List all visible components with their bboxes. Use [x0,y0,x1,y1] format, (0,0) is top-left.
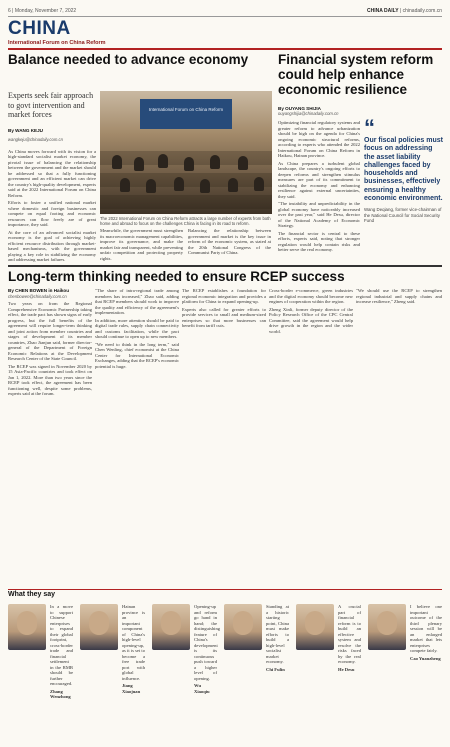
masthead [8,6,442,15]
pull-quote [364,115,444,223]
avatar [8,604,46,650]
voice-photo [152,604,192,650]
paragraph: Two years on from the Regional Comprehensive Economic Partnership taking effect, the trade pact has shown signs of early progress, but the full benefits of the agreement will require longer-term thinking and joint action from member countries and stages of development of its member countries, Zhao Jianjun said, former director-general of the Department of Foreign Economic Relations at the Development Research Center of the State Council. [8,301,92,361]
article1-byline-email[interactable]: wangkeju@chinadaily.com.cn [8,137,63,142]
audience-person [174,177,184,191]
article2-headline[interactable]: Financial system reform could help enhance economic resilience [278,52,434,97]
voice-quote [338,604,361,742]
paragraph: At the core of an advanced socialist market economy is the goal of achieving highly efficient resource distribution through market-based mechanisms, with the government playing a key role in stabilizing the economy and addressing market failures. [8,229,96,262]
paragraph: Meanwhile, the government must strengthen its macroeconomic management capabilities, improve its governance, and make the market fair and transparent, while preventing unfair competition and protecting property rights. [100,228,183,261]
avatar [152,604,190,650]
section-subtitle: International Forum on China Reform [8,40,106,46]
quote-mark-icon: “ [364,115,375,140]
paragraph: Zheng Xinli, former deputy director of the Policy Research Office of the CPC Central Committee, said the agreement would help drive growth in the region and the wider world. [269,306,353,334]
page-number: 6 [8,7,11,14]
article3-byline-author: By CHEN BOWEN [8,288,48,293]
stage-screen [140,99,232,129]
article1-deck [8,91,96,265]
article1-byline [8,126,96,145]
voice-quote-text: A crucial part of financial reform is to build an effective system and resolve the risks faced by the real economy. [338,604,361,664]
voice-quote [194,604,221,742]
publication-name: CHINA DAILY [366,7,399,14]
voice-photo [296,604,336,650]
audience-person [120,178,130,192]
paragraph: Balancing the relationship between government and market is the key issue in reform of the economic system, as stated at the 20th National Congress of the Communist Party of China. [188,228,271,255]
audience-person [238,156,248,170]
section-rule [8,48,442,50]
paragraph: In addition, more attention should be paid to digital trade rules, supply chain connectivity and customs facilitation, while the pact should continue to open up to new members. [95,317,179,339]
pull-quote-text: Our fiscal policies must focus on addressing the asset liability challenges faced by households and businesses, effectively ensuring a healthy economic environment. [364,137,443,203]
voice-quote [410,604,442,742]
pull-quote-attribution: Wang Deqiang, former vice-chairman of the National Council for Social Security Fund [364,207,442,223]
stage-screen-text: International Forum on China Reform [148,107,224,112]
audience-person [184,157,194,171]
audience-person [112,155,122,169]
audience-person [210,155,220,169]
paragraph: "We need to think in the long term," said Chen Wenling, chief economist at the China Center for International Economic Exchanges, adding that the RCEP's economic potential is huge. [95,341,179,369]
article2-body-col1 [278,120,360,262]
avatar [296,604,334,650]
voice-quote-text: Standing at a historic starting point, China must make efforts to build a high-level socialist market economy. [266,604,289,664]
issue-date: Monday, November 7, 2022 [14,7,77,14]
voice-name: He Desu [338,666,355,672]
forum-photo [100,91,272,214]
paragraph: As China prepares a turbulent global landscape, the country's ongoing efforts to deepen reforms and strengthen stimulus measures are part of its commitment to stabilizing the economy and enhancing resilience against external uncertainties, they said. [278,160,360,199]
voice-name: Jiang Xiaojuan [122,683,141,694]
voice-photo [224,604,264,650]
section-title: CHINA [8,18,71,39]
voice-photo [368,604,408,650]
top-rule [8,16,442,17]
paragraph: "The share of intra-regional trade among members has increased," Zhao said, adding that RCEP members should work to improve the quality and efficiency of the agreement's implementation. [95,288,179,315]
article1-body-col3 [188,228,271,262]
paragraph: As China moves forward with its vision for a high-standard socialist market economy, the pivotal issue of balancing the relationship between the government and the market should be addressed so that a fully functioning government and an efficient market can drive the country's high-quality development, experts said at the 2022 International Forum on China Reform. [8,148,96,198]
audience-person [134,157,144,171]
article1-headline[interactable]: Balance needed to advance economy [8,52,249,67]
photo-caption: The 2022 International Forum on China Reform attracts a large number of experts from both home and abroad to focus on the challenges China is facing in its road to reform. [100,216,271,226]
article3-body-col1 [8,288,92,584]
article1-byline-name: By WANG KEJU [8,127,43,133]
voice-quote-text: In a move to support Chinese enterprises to expand their global footprint, cross-border trade and financial settlement in the RMB should be further encouraged. [50,604,73,686]
audience-row [100,195,272,209]
paragraph: Cross-border e-commerce, green industries and the digital economy should become new engines of cooperation within the region. [269,288,353,304]
voice-quote-text: I believe one important outcome of the third plenary session will be an enlarged market that lets enterprises compete fairly. [410,604,442,653]
voice-name: Cao Yuanzheng [410,655,441,661]
article2-byline [278,106,360,116]
avatar [80,604,118,650]
article1-deck-text: Experts seek fair approach to govt intervention and market forces [8,91,94,119]
audience-person [158,154,168,168]
audience-person [254,177,264,191]
paragraph: Experts also called for greater efforts to provide services to small and medium-sized enterprises so that more businesses can benefit from tariff cuts. [182,306,266,328]
paragraph: Efforts to foster a unified national market where domestic and foreign businesses can compete on equal footing and economic resources can flow freely are of great importance, they said. [8,200,96,227]
voice-quote [50,604,73,742]
brand-block: CHINA DAILY | chinadaily.com.cn [366,7,442,14]
audience-person [228,178,238,192]
voice-quote [122,604,145,742]
avatar [224,604,262,650]
article1-body-col2 [100,228,183,262]
article3-body-col2 [95,288,179,584]
article3-byline-place: in Haikou [48,288,70,293]
website-tag[interactable]: chinadaily.com.cn [402,7,442,14]
article3-body-col3 [182,288,266,584]
article2-byline-email[interactable]: ouyangshijia@chinadaily.com.cn [278,111,339,116]
article3-byline-email[interactable]: chenbowen@chinadaily.com.cn [8,293,67,299]
paragraph: "We should use the RCEP to strengthen regional industrial and supply chains and increase resilience," Zheng said. [356,288,442,304]
article1-body-col1 [8,149,96,263]
article2-byline-name: By OUYANG SHIJIA [278,106,321,111]
voice-quote-text: Opening-up and reform go hand in hand; the distinguishing feature of China's development is its continuous push toward a higher level of opening. [194,604,221,681]
article-divider [8,265,442,267]
audience-person [200,179,210,193]
page-info: 6 | Monday, November 7, 2022 [8,7,77,14]
paragraph: The financial sector is central to these efforts, experts said, noting that stronger regulation would help contain risks and better serve the real economy. [278,230,360,252]
paragraph: Optimizing financial regulatory systems and greater reform to advance urbanization should be high on the agenda for China's ongoing economic structural reforms, according to experts who attended the 2022 International Forum on China Reform in Haikou, Hainan province. [278,120,360,158]
audience-person [146,179,156,193]
voice-name: Chi Fulin [266,666,285,672]
article3-headline[interactable]: Long-term thinking needed to ensure RCEP success [8,269,345,284]
paragraph: The RCEP establishes a foundation for regional economic integration and provides a platform for China to expand opening-up. [182,288,266,304]
paragraph: "The instability and unpredictability in the global economy have noticeably increased over the past year," said He Desu, director of the National Academy of Economic Strategy. [278,201,360,228]
voice-name: Wu Xiaoqiu [194,683,210,694]
voice-quote [266,604,289,742]
voice-photo [80,604,120,650]
article3-body-col4 [269,288,353,584]
voice-quote-text: Hainan province is an important component of China's high-level opening-up, as it is set to become a free trade port with global influence. [122,604,145,681]
paragraph: The RCEP was signed in November 2020 by 15 Asia-Pacific countries and took effect on Jan 1, 2022. More than two years since the RCEP took effect, the agreement has been functioning well, despite some problems, experts said at the forum. [8,363,92,396]
voice-name: Zhang Wenzhong [50,688,71,699]
voice-photo [8,604,48,650]
article3-body-col5 [356,288,442,584]
avatar [368,604,406,650]
what-they-say-header: What they say [8,589,442,601]
